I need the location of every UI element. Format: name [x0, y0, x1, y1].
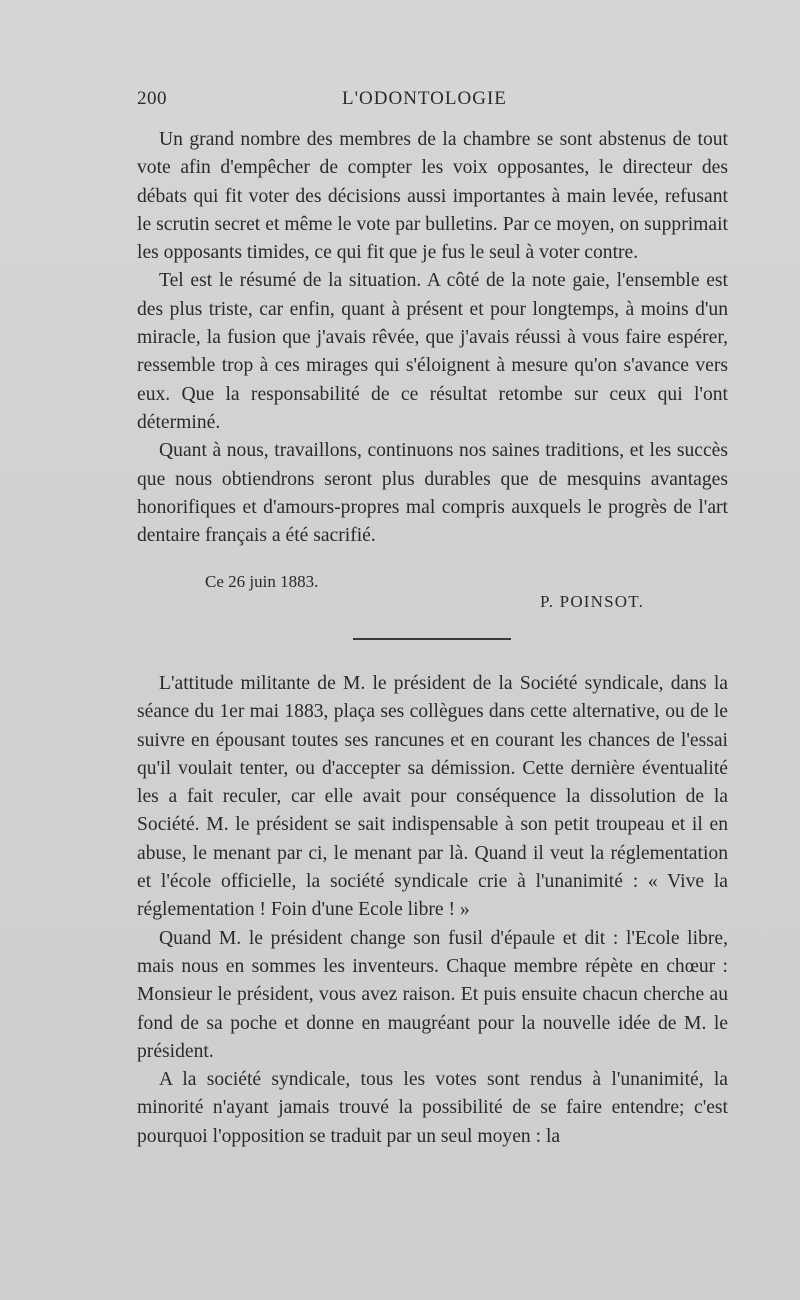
text-block-letter [137, 126, 728, 550]
paragraph: L'attitude militante de M. le président de la Société syndicale, dans la séance du 1er mai 1883, plaça ses collègues dans cette alternative, ou de le suivre en épousant toutes ses rancunes et en courant les chances de l'essai qu'il voulait tenter, ou d'accepter sa démission. Cette dernière éventualité les a fait reculer, car elle avait pour conséquence la dissolution de la Société. M. le président se sait indispensable à son petit troupeau et il en abuse, le menant par ci, le menant par là. Quand il veut la réglementation et l'école officielle, la société syndicale crie à l'unanimité : « Vive la réglementation ! Foin d'une Ecole libre ! » [137, 673, 728, 921]
page-header [137, 88, 737, 118]
running-title: L'ODONTOLOGIE [342, 88, 507, 109]
signature: P. POINSOT. [540, 592, 645, 611]
dateline: Ce 26 juin 1883. [205, 572, 319, 591]
paragraph: Quant à nous, travaillons, continuons nos saines traditions, et les succès que nous obtiendrons seront plus durables que de mesquins avantages honorifiques et d'amours-propres mal compris auxquels le progrès de l'art dentaire français a été sacrifié. [137, 440, 728, 547]
page-number: 200 [137, 88, 167, 109]
section-divider [353, 638, 511, 640]
paragraph: Un grand nombre des membres de la chambre se sont abstenus de tout vote afin d'empêcher de compter les voix opposantes, le directeur des débats qui fit voter des décisions aussi importantes à main levée, refusant le scrutin secret et même le vote par bulletins. Par ce moyen, on supprimait les opposants timides, ce qui fit que je fus le seul à voter contre. [137, 129, 728, 264]
paragraph: Tel est le résumé de la situation. A côté de la note gaie, l'ensemble est des plus triste, car enfin, quant à présent et pour longtemps, à moins d'un miracle, la fusion que j'avais rêvée, que j'avais réussi à vous faire espérer, ressemble trop à ces mirages qui s'éloignent à mesure qu'on s'avance vers eux. Que la responsabilité de ce résultat retombe sur ceux qui l'ont déterminé. [137, 270, 728, 433]
paragraph: Quand M. le président change son fusil d'épaule et dit : l'Ecole libre, mais nous en sommes les inventeurs. Chaque membre répète en chœur : Monsieur le président, vous avez raison. Et puis ensuite chacun cherche au fond de sa poche et donne en maugréant pour la nouvelle idée de M. le président. [137, 927, 728, 1062]
text-block-article [137, 670, 728, 1151]
paragraph: A la société syndicale, tous les votes sont rendus à l'unanimité, la minorité n'ayant jamais trouvé la possibilité de se faire entendre; c'est pourquoi l'opposition se traduit par un seul moyen : la [137, 1069, 728, 1147]
